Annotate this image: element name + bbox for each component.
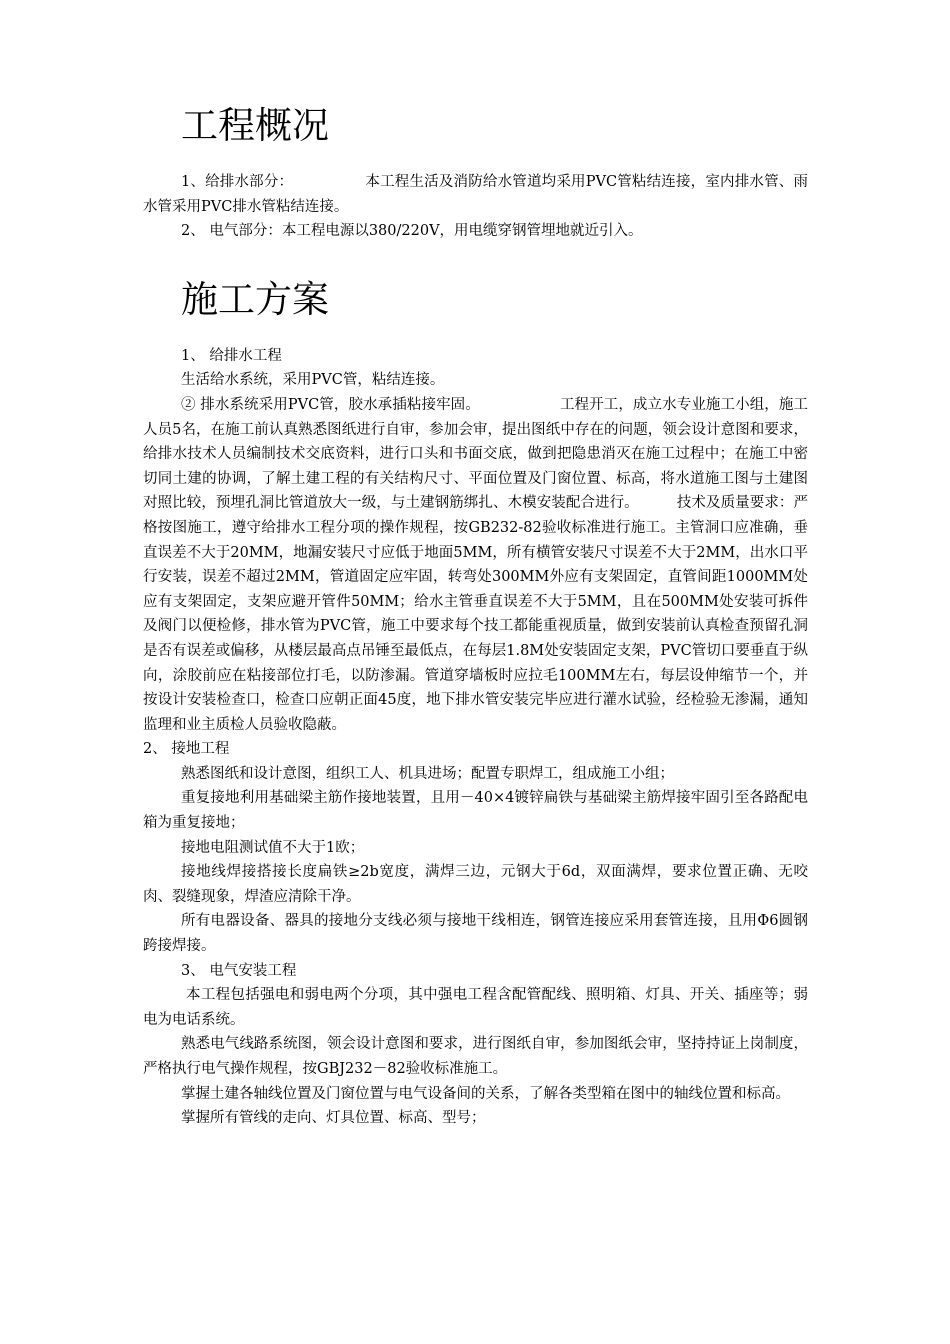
section-1-paragraph-2 — [143, 393, 808, 737]
section-3-title: 3、 电气安装工程 — [181, 962, 297, 979]
section-1-title: 1、 给排水工程 — [181, 347, 282, 364]
overview-p1-prefix: 1、给排水部分： — [181, 174, 294, 190]
heading-overview: 工程概况 — [181, 104, 329, 147]
section-3-paragraph-1: 本工程包括强电和弱电两个分项，其中强电工程含配管配线、照明箱、灯具、开关、插座等；弱电为电话系统。 — [143, 987, 808, 1028]
heading-plan: 施工方案 — [181, 277, 329, 321]
section-2-paragraph-2: 重复接地利用基础梁主筋作接地装置，且用－40×4镀锌扁铁与基础梁主筋焊接牢固引至各路配电箱为重复接地； — [143, 790, 808, 832]
section-2-paragraph-3: 接地电阻测试值不大于1欧； — [181, 839, 365, 856]
section-1-p2-part-a: 工程开工，成立水专业施工小组，施工人员5名，在施工前认真熟悉图纸进行自审，参加会审，提出图纸中存在的问题，领会设计意图和要求，给排水技术人员编制技术交底资料，进行口头和书面交底，做到把隐患消灭在施工过程中；在施工中密切同土建的协调，了解土建工程的有关结构尺寸、平面位置及门窗位置、标高，将水道施工图与土建图对照比较，预埋孔洞比管道放大一级，与土建钢筋绑扎、木模安装配合进行。 — [143, 396, 808, 512]
overview-p1-text: 本工程生活及消防给水管道均采用PVC管粘结连接，室内排水管、雨水管采用PVC排水管粘结连接。 — [143, 174, 808, 215]
section-2-paragraph-1: 熟悉图纸和设计意图，组织工人、机具进场；配置专职焊工，组成施工小组； — [181, 765, 674, 782]
overview-paragraph-1 — [143, 170, 808, 219]
section-2-paragraph-5: 所有电器设备、器具的接地分支线必须与接地干线相连，钢管连接应采用套管连接，且用Φ6圆钢跨接焊接。 — [143, 913, 808, 955]
section-1-paragraph-1: 生活给水系统，采用PVC管，粘结连接。 — [181, 372, 445, 389]
section-1-p2-prefix: ② 排水系统采用PVC管，胶水承插粘接牢固。 — [181, 396, 480, 413]
section-3-paragraph-2: 熟悉电气线路系统图，领会设计意图和要求，进行图纸自审，参加图纸会审，坚持持证上岗制度，严格执行电气操作规程，按GBJ232－82验收标准施工。 — [143, 1036, 808, 1077]
section-3-paragraph-3: 掌握土建各轴线位置及门窗位置与电气设备间的关系，了解各类型箱在图中的轴线位置和标高。 — [181, 1085, 790, 1102]
document-body — [143, 96, 808, 1131]
section-2-paragraph-4: 接地线焊接搭接长度扁铁≥2b宽度，满焊三边，元钢大于6d，双面满焊，要求位置正确、无咬肉、裂缝现象，焊渣应清除干净。 — [143, 864, 808, 905]
section-2-title: 2、 接地工程 — [143, 741, 230, 758]
section-3-paragraph-4: 掌握所有管线的走向、灯具位置、标高、型号； — [181, 1110, 486, 1127]
overview-paragraph-2: 2、 电气部分：本工程电源以380/220V，用电缆穿钢管埋地就近引入。 — [181, 223, 643, 240]
section-1-p2-part-b: 技术及质量要求：严格按图施工，遵守给排水工程分项的操作规程，按GB232-82验收标准进行施工。主管洞口应准确，垂直误差不大于20MM，地漏安装尺寸应低于地面5MM，所有横管安装尺寸误差不大于2MM，出水口平行安装，误差不超过2MM，管道固定应牢固，转弯处300MM外应有支架固定，直管间距1000MM处应有支架固定，支架应避开管件50MM；给水主管垂直误差不大于5MM，且在500MM处安装可拆件及阀门以便检修，排水管为PVC管，施工中要求每个技工都能重视质量，做到安装前认真检查预留孔洞是否有误差或偏移，从楼层最高点吊锤至最低点，在每层1.8M处安装固定支架，PVC管切口要垂直于纵向，涂胶前应在粘接部位打毛，以防渗漏。管道穿墙板时应拉毛100MM左右，每层设伸缩节一个，并按设计安装检查口，检查口应朝正面45度，地下排水管安装完毕应进行灌水试验，经检验无渗漏，通知监理和业主质检人员验收隐蔽。 — [143, 495, 808, 733]
